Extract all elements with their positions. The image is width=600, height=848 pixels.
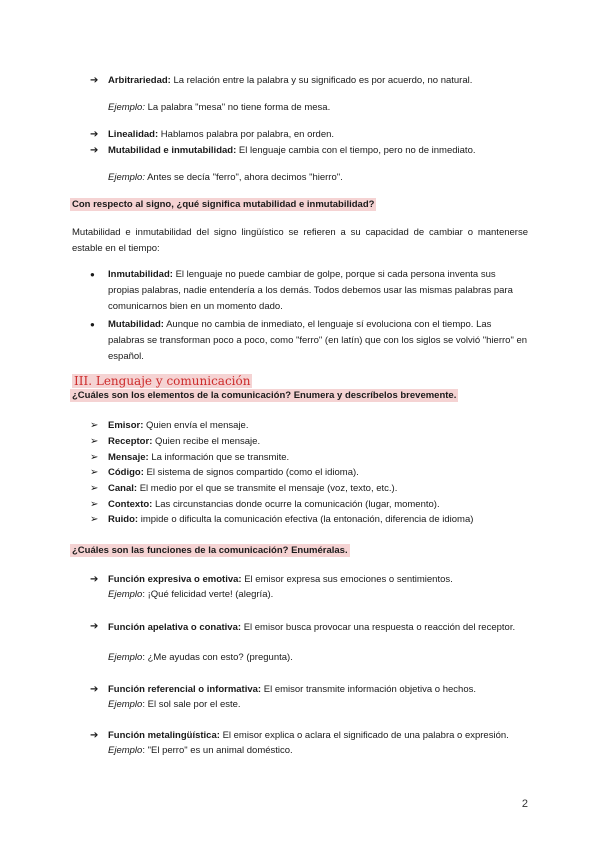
arrow-icon: ➔: [90, 145, 99, 156]
element-mensaje: Mensaje: La información que se transmite.: [108, 452, 290, 463]
arrowhead-icon: ➢: [90, 467, 99, 478]
example-arbitrariedad: Ejemplo: La palabra "mesa" no tiene forma de mesa.: [108, 102, 331, 113]
answer-paragraph: Mutabilidad e inmutabilidad del signo lingüístico se refieren a su capacidad de cambiar o mantenerse estable en el tiempo:: [72, 227, 528, 254]
arrow-icon: ➔: [90, 730, 99, 741]
item-arbitrariedad: Arbitrariedad: La relación entre la palabra y su significado es por acuerdo, no natural.: [108, 75, 473, 86]
arrowhead-icon: ➢: [90, 452, 99, 463]
element-emisor: Emisor: Quien envía el mensaje.: [108, 420, 249, 431]
bullet-icon: ●: [90, 320, 95, 329]
arrowhead-icon: ➢: [90, 420, 99, 431]
element-canal: Canal: El medio por el que se transmite el mensaje (voz, texto, etc.).: [108, 483, 398, 494]
function-metalinguistica: Función metalingüística: El emisor explica o aclara el significado de una palabra o expresión.: [108, 730, 509, 741]
section-title: III. Lenguaje y comunicación: [74, 374, 251, 388]
question-heading: ¿Cuáles son las funciones de la comunicación? Enuméralas.: [72, 545, 348, 556]
arrowhead-icon: ➢: [90, 514, 99, 525]
arrow-icon: ➔: [90, 129, 99, 140]
arrow-icon: ➔: [90, 75, 99, 86]
element-receptor: Receptor: Quien recibe el mensaje.: [108, 436, 261, 447]
bullet-inmutabilidad: Inmutabilidad: El lenguaje no puede cambiar de golpe, porque si cada persona inventa sus propias palabras, nadie entendería a los demás. Todos debemos usar las mismas palabras para comunicarnos bien en un momento dado.: [108, 269, 513, 312]
function-referencial-example: Ejemplo: El sol sale por el este.: [108, 699, 241, 710]
arrow-icon: ➔: [90, 684, 99, 695]
function-metalinguistica-example: Ejemplo: "El perro" es un animal doméstico.: [108, 745, 293, 756]
function-expresiva: Función expresiva o emotiva: El emisor expresa sus emociones o sentimientos.: [108, 574, 453, 585]
bullet-icon: ●: [90, 270, 95, 279]
element-codigo: Código: El sistema de signos compartido (como el idioma).: [108, 467, 359, 478]
element-contexto: Contexto: Las circunstancias donde ocurre la comunicación (lugar, momento).: [108, 499, 440, 510]
function-apelativa-example: Ejemplo: ¿Me ayudas con esto? (pregunta).: [108, 652, 293, 663]
question-heading: Con respecto al signo, ¿qué significa mutabilidad e inmutabilidad?: [72, 199, 375, 210]
function-expresiva-example: Ejemplo: ¡Qué felicidad verte! (alegría).: [108, 589, 274, 600]
function-referencial: Función referencial o informativa: El emisor transmite información objetiva o hechos.: [108, 684, 476, 695]
arrowhead-icon: ➢: [90, 436, 99, 447]
arrowhead-icon: ➢: [90, 483, 99, 494]
arrow-icon: ➔: [90, 621, 99, 632]
item-linealidad: Linealidad: Hablamos palabra por palabra, en orden.: [108, 129, 335, 140]
example-mutabilidad: Ejemplo: Antes se decía "ferro", ahora decimos "hierro".: [108, 172, 343, 183]
element-ruido: Ruido: impide o dificulta la comunicación efectiva (la entonación, diferencia de idioma): [108, 514, 474, 525]
page-number: 2: [521, 798, 528, 810]
question-heading: ¿Cuáles son los elementos de la comunicación? Enumera y descríbelos brevemente.: [72, 390, 457, 401]
function-apelativa: Función apelativa o conativa: El emisor busca provocar una respuesta o reacción del receptor.: [108, 622, 516, 633]
bullet-mutabilidad: Mutabilidad: Aunque no cambia de inmediato, el lenguaje sí evoluciona con el tiempo. Las palabras se transforman poco a poco, como "ferro" (en latín) que con los siglos se volvió "hierro" en español.: [108, 319, 528, 362]
item-mutabilidad: Mutabilidad e inmutabilidad: El lenguaje cambia con el tiempo, pero no de inmediato.: [108, 145, 476, 156]
arrow-icon: ➔: [90, 574, 99, 585]
arrowhead-icon: ➢: [90, 499, 99, 510]
